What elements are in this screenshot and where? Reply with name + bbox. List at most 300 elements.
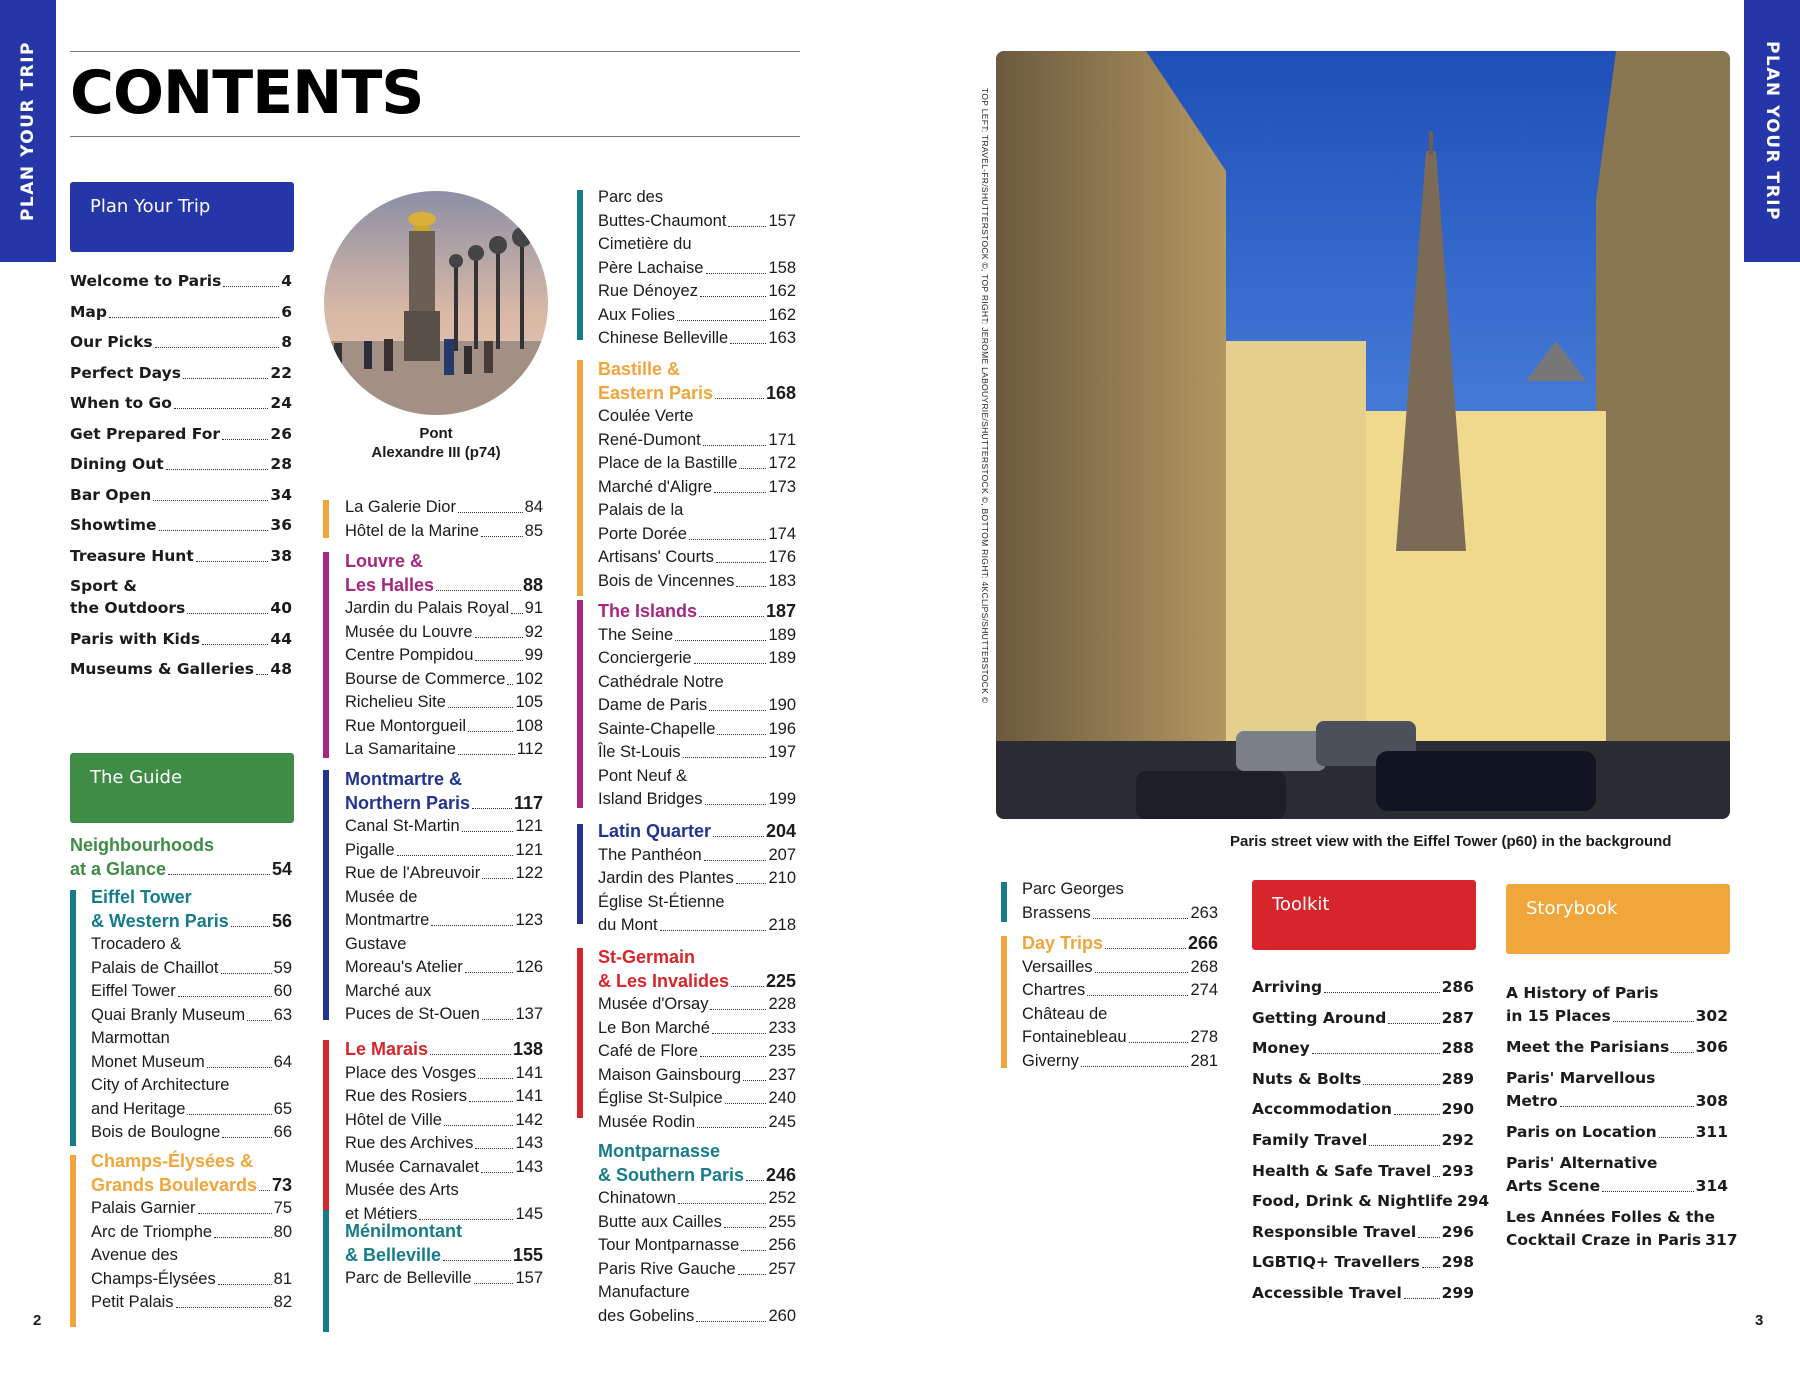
section-bar-champs (70, 1155, 76, 1327)
toc-entry[interactable] (91, 1051, 292, 1074)
toc-leader-dots (699, 616, 764, 617)
toc-entry[interactable] (345, 691, 543, 714)
toc-entry[interactable] (70, 658, 292, 681)
toc-leader-dots (724, 1227, 767, 1228)
toc-leader-dots (1602, 1191, 1694, 1192)
toc-entry-page: 299 (1441, 1284, 1474, 1302)
toc-entry[interactable] (1252, 1251, 1474, 1274)
neighbourhoods-heading: Neighbourhoods (70, 835, 214, 855)
toc-entry[interactable] (70, 628, 292, 651)
toc-entry-title: Butte aux Cailles (598, 1212, 722, 1231)
toc-entry[interactable] (598, 867, 796, 890)
toc-leader-dots (198, 1213, 272, 1214)
toc-entry-page: 73 (271, 1174, 292, 1195)
toc-leader-dots (1129, 1042, 1189, 1043)
toc-leader-dots (710, 1009, 766, 1010)
toc-entry-title: Richelieu Site (345, 693, 446, 711)
toc-entry[interactable] (1506, 1175, 1728, 1198)
toc-entry[interactable] (598, 1211, 796, 1234)
toc-entry-page: 240 (768, 1089, 796, 1107)
toc-entry-page: 274 (1190, 981, 1218, 999)
section-heading-latin[interactable] (598, 820, 796, 843)
toc-leader-dots (166, 469, 269, 470)
toc-entry[interactable] (598, 993, 796, 1016)
toc-entry[interactable] (345, 715, 543, 738)
toc-entry-page: 196 (768, 719, 796, 738)
toc-entry-title: Les Halles (345, 574, 435, 595)
toc-entry[interactable] (1506, 1036, 1728, 1059)
toc-entry[interactable] (345, 909, 543, 932)
toc-entry[interactable] (345, 621, 543, 644)
toc-entry[interactable] (598, 452, 796, 475)
toc-leader-dots (1324, 992, 1439, 993)
toc-entry-title: Eiffel Tower (91, 982, 176, 1000)
toc-entry-title: Rue des Rosiers (345, 1087, 467, 1105)
toc-leader-dots (736, 586, 766, 587)
toc-entry[interactable] (70, 301, 292, 324)
toc-leader-dots (511, 613, 522, 614)
toc-leader-dots (700, 1056, 767, 1057)
toc-leader-dots (256, 674, 268, 675)
toc-entry-page: 155 (512, 1244, 543, 1265)
toc-entry-title: Sainte-Chapelle (598, 719, 716, 738)
toc-entry[interactable] (598, 1111, 796, 1134)
toc-entry-page: 245 (768, 1112, 796, 1131)
toc-leader-dots (174, 408, 269, 409)
toc-entry[interactable] (598, 694, 796, 717)
toc-leader-dots (475, 660, 522, 661)
toc-entry[interactable] (598, 1305, 796, 1328)
toc-entry[interactable] (598, 741, 796, 764)
toc-entry[interactable] (1506, 1005, 1728, 1028)
toc-entry-page: 302 (1695, 1007, 1728, 1025)
toc-entry[interactable] (70, 362, 292, 385)
toc-entry[interactable] (598, 624, 796, 647)
toc-entry-page: 255 (768, 1212, 796, 1231)
toc-entry-title: Marché d'Aligre (598, 477, 713, 496)
toc-entry-title: Get Prepared For (70, 424, 221, 443)
toc-entry-title: Pigalle (345, 840, 395, 859)
toc-entry[interactable] (598, 1017, 796, 1040)
toc-entry-title: Paris with Kids (70, 629, 201, 648)
toc-entry-page: 66 (273, 1123, 292, 1141)
toc-entry-title: Le Bon Marché (598, 1018, 710, 1037)
toc-entry-page: 137 (515, 1005, 543, 1023)
toc-entry-page: 189 (768, 625, 796, 644)
toc-leader-dots (1394, 1114, 1440, 1115)
toc-entry[interactable] (91, 957, 292, 980)
toc-leader-dots (1081, 1066, 1189, 1067)
toc-entry-page: 64 (273, 1052, 292, 1071)
section-heading-montmartre-line-1: Montmartre & (345, 769, 463, 789)
toc-entry[interactable] (598, 647, 796, 670)
toc-entry-title: René-Dumont (598, 430, 701, 449)
toc-leader-dots (678, 1203, 767, 1204)
toc-entry-title: Arriving (1252, 978, 1323, 996)
toc-entry[interactable] (598, 546, 796, 569)
toc-entry[interactable] (91, 1121, 292, 1144)
toc-entry-page: 281 (1190, 1051, 1218, 1070)
section-heading-louvre[interactable] (345, 574, 543, 597)
toc-entry-title: Hôtel de la Marine (345, 521, 479, 540)
toc-entry-title: Nuts & Bolts (1252, 1069, 1362, 1088)
toc-entry[interactable] (598, 476, 796, 499)
section-bar-stgermain (577, 948, 583, 1118)
toc-entry-title: Latin Quarter (598, 821, 712, 841)
the-guide-box[interactable] (70, 753, 294, 823)
toc-entry[interactable] (345, 1109, 543, 1132)
toc-entry-title: Responsible Travel (1252, 1222, 1417, 1241)
toc-entry[interactable] (345, 644, 543, 667)
toc-entry[interactable] (1022, 1050, 1218, 1073)
section-heading-daytrips[interactable] (1022, 932, 1218, 955)
toc-leader-dots (696, 1321, 766, 1322)
toc-entry[interactable] (1022, 979, 1218, 1002)
section-heading-champs[interactable] (91, 1174, 292, 1197)
toc-leader-dots (481, 536, 523, 537)
toc-entry-title: Dame de Paris (598, 696, 708, 714)
section-heading-stgermain[interactable] (598, 970, 796, 993)
toc-entry[interactable] (1252, 1221, 1474, 1244)
toc-entry-title: Artisans' Courts (598, 548, 714, 566)
toc-entry-page: 157 (515, 1269, 543, 1287)
toc-entry-page: 233 (768, 1018, 796, 1037)
toc-entry[interactable] (345, 1156, 543, 1179)
toc-leader-dots (717, 734, 766, 735)
toc-entry-title: Grands Boulevards (91, 1174, 258, 1195)
section-heading-montparnasse[interactable] (598, 1164, 796, 1187)
toc-entry-page: 84 (524, 498, 543, 516)
toc-entry[interactable] (70, 545, 292, 568)
toc-entry[interactable] (598, 429, 796, 452)
toc-entry[interactable] (598, 280, 796, 303)
toc-entry-title: du Mont (598, 916, 658, 934)
toc-leader-dots (730, 343, 766, 344)
toc-entry-page: 6 (281, 302, 292, 321)
toc-entry-page: 65 (273, 1099, 292, 1118)
toc-entry-page: 24 (270, 394, 292, 412)
toc-entry-title: Chinese Belleville (598, 329, 729, 347)
toc-entry-title: Île St-Louis (598, 743, 681, 761)
toc-leader-dots (1388, 1023, 1439, 1024)
toc-entry-page: 105 (515, 693, 543, 711)
toc-entry[interactable] (598, 210, 796, 233)
toc-leader-dots (168, 874, 270, 875)
toc-entry-page: 108 (515, 716, 543, 735)
toc-entry-title: Paris on Location (1506, 1123, 1657, 1141)
neighbourhoods-heading[interactable] (70, 858, 292, 881)
toc-entry[interactable] (345, 1062, 543, 1085)
toc-entry-line: Palais de la (598, 501, 684, 519)
toolkit-box[interactable] (1252, 880, 1476, 950)
toc-entry[interactable] (345, 668, 543, 691)
toc-entry[interactable] (91, 980, 292, 1003)
section-heading-montparnasse-line-1: Montparnasse (598, 1141, 721, 1161)
toc-leader-dots (736, 883, 767, 884)
toc-entry-title: Musée d'Orsay (598, 995, 709, 1013)
toc-entry[interactable] (1022, 902, 1218, 925)
toc-leader-dots (1087, 995, 1188, 996)
toc-entry-page: 121 (515, 840, 543, 859)
toc-leader-dots (468, 731, 513, 732)
toc-entry[interactable] (345, 1267, 543, 1290)
section-heading-montmartre[interactable] (345, 792, 543, 815)
toc-leader-dots (507, 684, 513, 685)
toc-entry[interactable] (598, 914, 796, 937)
toc-entry-page: 99 (524, 646, 543, 664)
toc-entry[interactable] (598, 1234, 796, 1257)
section-bar-menil (323, 1210, 329, 1332)
toc-entry-title: Food, Drink & Nightlife (1252, 1192, 1453, 1211)
toc-entry-page: 162 (768, 282, 796, 300)
toc-entry[interactable] (1252, 1160, 1474, 1183)
toc-entry-page: 314 (1695, 1177, 1728, 1195)
toc-leader-dots (472, 808, 512, 809)
toc-entry[interactable] (598, 1258, 796, 1281)
toc-leader-dots (705, 804, 767, 805)
toc-leader-dots (474, 1283, 514, 1284)
toc-entry-title: Rue Montorgueil (345, 716, 467, 735)
toc-leader-dots (259, 1190, 270, 1191)
toc-leader-dots (716, 562, 767, 563)
toc-entry-page: 88 (522, 574, 543, 595)
toc-entry[interactable] (1506, 1229, 1738, 1252)
circle-caption-line-2: Alexandre III (p74) (371, 444, 501, 461)
toc-entry-title: Arc de Triomphe (91, 1222, 213, 1241)
toc-entry[interactable] (598, 570, 796, 593)
toc-entry[interactable] (1022, 956, 1218, 979)
toc-entry-line: Trocadero & (91, 935, 182, 953)
toc-entry-title: Palais Garnier (91, 1199, 196, 1217)
toc-entry[interactable] (70, 423, 292, 446)
section-heading-marais[interactable] (345, 1038, 543, 1061)
toc-entry[interactable] (598, 1087, 796, 1110)
toc-entry-title: and Heritage (91, 1099, 186, 1118)
toc-entry-title: Meet the Parisians (1506, 1038, 1670, 1056)
toc-leader-dots (223, 286, 279, 287)
toc-entry-page: 190 (768, 696, 796, 714)
toc-leader-dots (739, 468, 766, 469)
toc-entry[interactable] (598, 257, 796, 280)
toc-entry-title: & Southern Paris (598, 1164, 745, 1185)
section-heading-stgermain-line-1: St-Germain (598, 947, 696, 967)
toc-entry[interactable] (345, 815, 543, 838)
toc-entry-page: 54 (271, 859, 292, 879)
circle-photo-caption (324, 424, 548, 462)
toc-entry[interactable] (345, 738, 543, 761)
toc-entry-page: 141 (515, 1063, 543, 1082)
toc-leader-dots (444, 1125, 514, 1126)
toc-leader-dots (482, 1019, 514, 1020)
toc-entry-page: 286 (1441, 978, 1474, 996)
plan-your-trip-box[interactable] (70, 182, 294, 252)
toc-leader-dots (478, 1078, 513, 1079)
toc-entry-title: Montmartre (345, 911, 430, 929)
toc-entry-page: 228 (768, 995, 796, 1013)
toc-entry-page: 298 (1441, 1253, 1474, 1272)
toc-entry-title: Place des Vosges (345, 1063, 477, 1082)
toc-entry-page: 246 (765, 1164, 796, 1185)
toc-entry[interactable] (345, 1132, 543, 1155)
toc-entry[interactable] (1252, 1068, 1474, 1091)
top-rule (70, 51, 800, 52)
toc-entry[interactable] (345, 496, 543, 519)
toc-entry-title: Champs-Élysées (91, 1269, 216, 1288)
circle-photo-pont-alexandre (324, 191, 548, 415)
toc-entry-title: Palais de Chaillot (91, 958, 219, 977)
toc-entry[interactable] (70, 597, 292, 620)
toc-entry[interactable] (1252, 1098, 1474, 1121)
toc-entry-page: 289 (1441, 1069, 1474, 1088)
toc-entry-title: Bourse de Commerce (345, 669, 506, 688)
circle-caption-line-1: Pont (419, 425, 453, 442)
toc-leader-dots (741, 1250, 766, 1251)
toc-leader-dots (689, 539, 767, 540)
section-bar-eiffel (70, 890, 76, 1146)
toc-entry-line: Parc des (598, 188, 664, 206)
toc-entry-page: 102 (515, 669, 543, 688)
toc-entry[interactable] (1252, 976, 1474, 999)
toc-leader-dots (704, 860, 767, 861)
toc-entry[interactable] (598, 327, 796, 350)
toc-leader-dots (183, 378, 268, 379)
toc-entry-title: Rue Dénoyez (598, 282, 698, 300)
toc-entry-title: Cocktail Craze in Paris (1506, 1231, 1702, 1249)
toc-entry[interactable] (91, 1098, 292, 1121)
toc-entry-title: The Seine (598, 625, 674, 644)
section-heading-islands[interactable] (598, 600, 796, 623)
toc-entry[interactable] (598, 1064, 796, 1087)
toc-entry-line: Sport & (70, 577, 137, 595)
toc-entry[interactable] (91, 1197, 292, 1220)
toc-entry-line: Coulée Verte (598, 407, 694, 425)
section-bar-marais (323, 1040, 329, 1210)
section-heading-bastille-line-1: Bastille & (598, 359, 681, 379)
toc-leader-dots (712, 1033, 767, 1034)
toc-entry-page: 82 (273, 1293, 292, 1311)
section-heading-eiffel[interactable] (91, 910, 292, 933)
toc-entry-page: 260 (768, 1306, 796, 1325)
toc-entry-page: 63 (273, 1005, 292, 1024)
toc-entry[interactable] (91, 1221, 292, 1244)
toc-entry[interactable] (1506, 1121, 1728, 1144)
section-heading-menil[interactable] (345, 1244, 543, 1267)
toc-entry-title: & Western Paris (91, 910, 229, 931)
toc-entry[interactable] (598, 1187, 796, 1210)
section-bar-daytrips (1001, 936, 1007, 1068)
storybook-box[interactable] (1506, 884, 1730, 954)
toc-entry[interactable] (70, 392, 292, 415)
toc-entry[interactable] (70, 270, 292, 293)
toc-leader-dots (1418, 1237, 1439, 1238)
section-bar-bastille (577, 360, 583, 596)
toc-entry[interactable] (598, 1040, 796, 1063)
toc-entry-page: 237 (768, 1065, 796, 1084)
toc-entry-title: Brassens (1022, 903, 1091, 922)
toc-entry[interactable] (598, 304, 796, 327)
toc-entry-title: The Islands (598, 601, 698, 621)
toc-entry[interactable] (345, 956, 543, 979)
toc-entry-page: 26 (270, 424, 292, 443)
toc-entry[interactable] (598, 718, 796, 741)
toc-entry[interactable] (70, 514, 292, 537)
toc-leader-dots (481, 1172, 514, 1173)
title-rule (70, 136, 800, 137)
toc-leader-dots (159, 530, 269, 531)
toc-entry-page: 112 (516, 740, 543, 758)
toc-entry-title: Musée Rodin (598, 1112, 696, 1131)
toc-entry[interactable] (70, 331, 292, 354)
toc-entry[interactable] (345, 1085, 543, 1108)
toc-entry[interactable] (345, 839, 543, 862)
toc-leader-dots (660, 930, 767, 931)
toc-entry-page: 40 (270, 599, 292, 617)
toc-entry-title: Treasure Hunt (70, 546, 194, 565)
toc-entry-title: Giverny (1022, 1051, 1079, 1070)
toc-entry[interactable] (1252, 1007, 1474, 1030)
toc-entry-title: Accommodation (1252, 1100, 1392, 1119)
toc-entry[interactable] (91, 1291, 292, 1314)
toc-entry[interactable] (345, 862, 543, 885)
toc-entry[interactable] (598, 523, 796, 546)
toc-leader-dots (677, 320, 766, 321)
toc-entry[interactable] (70, 484, 292, 507)
the-guide-label: The Guide (90, 767, 183, 788)
toc-entry-title: Accessible Travel (1252, 1284, 1402, 1302)
toc-entry-page: 256 (768, 1236, 796, 1254)
toc-entry-page: 263 (1190, 903, 1218, 922)
toc-entry[interactable] (1252, 1282, 1474, 1305)
toc-entry-title: Welcome to Paris (70, 272, 222, 290)
toc-leader-dots (430, 1054, 511, 1055)
toc-entry[interactable] (345, 1003, 543, 1026)
toc-entry[interactable] (598, 788, 796, 811)
toc-entry[interactable] (1252, 1037, 1474, 1060)
side-tab-left-label: PLAN YOUR TRIP (18, 40, 38, 222)
toc-leader-dots (1363, 1084, 1439, 1085)
toc-entry[interactable] (345, 520, 543, 543)
toc-entry[interactable] (1022, 1026, 1218, 1049)
toc-entry[interactable] (598, 844, 796, 867)
toc-entry-line: Manufacture (598, 1283, 690, 1301)
toc-entry-page: 91 (524, 599, 543, 617)
toc-entry[interactable] (1252, 1190, 1490, 1213)
toc-entry[interactable] (345, 597, 543, 620)
toc-entry-title: Conciergerie (598, 649, 692, 667)
toc-entry-page: 225 (765, 970, 796, 991)
toc-entry-title: Centre Pompidou (345, 646, 474, 664)
toc-entry[interactable] (1252, 1129, 1474, 1152)
toc-entry-page: 189 (768, 649, 796, 667)
section-heading-bastille[interactable] (598, 382, 796, 405)
section-bar-parc-georges (1001, 882, 1007, 922)
toc-leader-dots (1560, 1106, 1694, 1107)
toc-entry-page: 138 (512, 1039, 543, 1059)
toc-entry[interactable] (70, 453, 292, 476)
toc-entry-line: A History of Paris (1506, 984, 1659, 1002)
toc-leader-dots (448, 707, 514, 708)
toc-entry[interactable] (91, 1004, 292, 1027)
toc-leader-dots (746, 1180, 764, 1181)
toc-leader-dots (694, 663, 767, 664)
toc-entry-page: 4 (281, 272, 292, 290)
toc-entry[interactable] (1506, 1090, 1728, 1113)
toc-entry-title: Rue des Archives (345, 1134, 474, 1152)
toc-entry-title: Museums & Galleries (70, 660, 254, 678)
toc-entry[interactable] (91, 1268, 292, 1291)
toc-entry-page: 126 (515, 958, 543, 976)
section-bar-montmartre (323, 770, 329, 1020)
